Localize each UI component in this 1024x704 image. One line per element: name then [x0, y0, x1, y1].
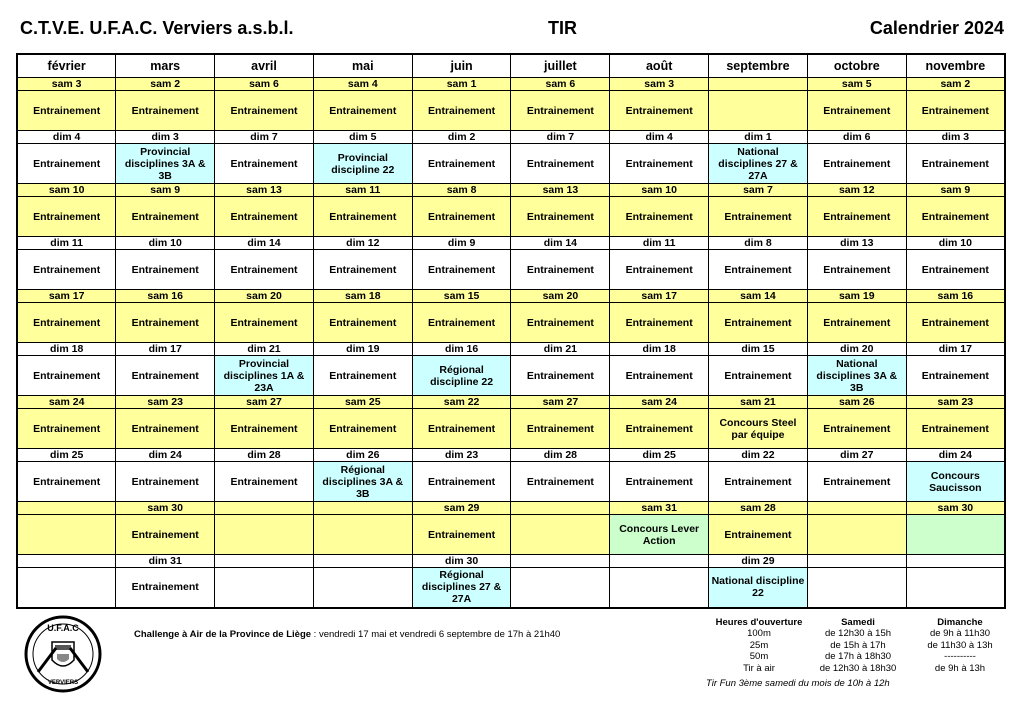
event-cell: National disciplines 3A & 3B — [807, 356, 906, 396]
event-cell: Entrainement — [906, 91, 1005, 131]
logo-bottom-text: VERVIERS — [47, 680, 79, 686]
date-cell: dim 20 — [807, 343, 906, 356]
date-cell: sam 24 — [610, 396, 709, 409]
saturday-hours: de 15h à 17h — [830, 639, 886, 651]
sunday-title: Dimanche — [937, 617, 983, 628]
date-cell — [807, 502, 906, 515]
event-cell: Concours Saucisson — [906, 462, 1005, 502]
event-cell — [313, 515, 412, 555]
event-cell: Entrainement — [610, 250, 709, 290]
hours-range: 100m — [747, 628, 771, 640]
saturday-title: Samedi — [841, 617, 875, 628]
event-cell: Entrainement — [17, 356, 116, 396]
event-cell: Entrainement — [906, 197, 1005, 237]
date-cell: sam 5 — [807, 78, 906, 91]
event-cell: Entrainement — [709, 356, 808, 396]
event-cell: Concours Lever Action — [610, 515, 709, 555]
event-cell — [511, 568, 610, 608]
event-cell: Entrainement — [511, 250, 610, 290]
date-cell — [511, 502, 610, 515]
event-cell — [215, 515, 314, 555]
event-cell: Entrainement — [610, 462, 709, 502]
event-cell — [709, 91, 808, 131]
sunday-date-row — [17, 343, 1005, 356]
event-cell: Entrainement — [511, 462, 610, 502]
event-cell: Entrainement — [412, 409, 511, 449]
date-cell: dim 12 — [313, 237, 412, 250]
date-cell: dim 22 — [709, 449, 808, 462]
event-cell: Entrainement — [807, 91, 906, 131]
date-cell: dim 7 — [511, 131, 610, 144]
date-cell — [313, 502, 412, 515]
calendar-year-title: Calendrier 2024 — [869, 18, 1004, 38]
date-cell: dim 3 — [116, 131, 215, 144]
sunday-date-row — [17, 449, 1005, 462]
event-cell: Entrainement — [17, 91, 116, 131]
challenge-dates: : vendredi 17 mai et vendredi 6 septembre de 17h à 21h40 — [311, 629, 561, 640]
ufac-logo — [22, 614, 104, 694]
sunday-event-row — [17, 144, 1005, 184]
event-cell: Entrainement — [610, 409, 709, 449]
event-cell: Entrainement — [313, 356, 412, 396]
event-cell: Provincial discipline 22 — [313, 144, 412, 184]
event-cell: Entrainement — [412, 197, 511, 237]
date-cell — [906, 555, 1005, 568]
event-cell: Entrainement — [313, 197, 412, 237]
saturday-event-row — [17, 303, 1005, 343]
date-cell: sam 22 — [412, 396, 511, 409]
event-cell: Entrainement — [511, 91, 610, 131]
calendar-table — [16, 53, 1006, 609]
event-cell: Entrainement — [709, 197, 808, 237]
event-cell: Entrainement — [709, 462, 808, 502]
date-cell: sam 3 — [610, 78, 709, 91]
sunday-event-row — [17, 462, 1005, 502]
month-header: juin — [412, 54, 511, 78]
hours-column-title: Heures d'ouverture — [715, 617, 803, 628]
event-cell: Entrainement — [709, 303, 808, 343]
event-cell: Entrainement — [313, 250, 412, 290]
date-cell: sam 26 — [807, 396, 906, 409]
sunday-date-row — [17, 555, 1005, 568]
date-cell: dim 18 — [17, 343, 116, 356]
date-cell: dim 16 — [412, 343, 511, 356]
date-cell: dim 28 — [215, 449, 314, 462]
event-cell: Entrainement — [215, 250, 314, 290]
date-cell: sam 29 — [412, 502, 511, 515]
date-cell: sam 14 — [709, 290, 808, 303]
event-cell: Entrainement — [511, 409, 610, 449]
date-cell: sam 13 — [215, 184, 314, 197]
event-cell: Entrainement — [116, 91, 215, 131]
hours-range: 50m — [749, 651, 769, 663]
event-cell: Entrainement — [215, 409, 314, 449]
event-cell — [313, 568, 412, 608]
event-cell: Entrainement — [313, 303, 412, 343]
hours-saturday-column — [812, 617, 904, 674]
event-cell: Entrainement — [17, 250, 116, 290]
event-cell: Entrainement — [116, 250, 215, 290]
date-cell: dim 21 — [511, 343, 610, 356]
hours-range: Tir à air — [743, 662, 775, 674]
date-cell: dim 13 — [807, 237, 906, 250]
event-cell: Entrainement — [116, 356, 215, 396]
date-cell: dim 28 — [511, 449, 610, 462]
date-cell: dim 17 — [906, 343, 1005, 356]
sunday-hours: ---------- — [944, 651, 976, 663]
sunday-date-row — [17, 131, 1005, 144]
event-cell: Entrainement — [412, 91, 511, 131]
hours-sunday-column — [912, 617, 1008, 674]
sunday-hours: de 9h à 13h — [934, 662, 986, 674]
date-cell: dim 9 — [412, 237, 511, 250]
event-cell — [17, 515, 116, 555]
event-cell: Entrainement — [215, 144, 314, 184]
event-cell: Régional disciplines 3A & 3B — [313, 462, 412, 502]
event-cell: Entrainement — [412, 303, 511, 343]
date-cell: sam 25 — [313, 396, 412, 409]
challenge-title: Challenge à Air de la Province de Liège — [134, 629, 312, 640]
date-cell: sam 12 — [807, 184, 906, 197]
month-header: mars — [116, 54, 215, 78]
event-cell — [906, 515, 1005, 555]
saturday-hours: de 12h30 à 15h — [824, 628, 892, 640]
event-cell: Entrainement — [610, 197, 709, 237]
event-cell: Entrainement — [807, 197, 906, 237]
month-header: novembre — [906, 54, 1005, 78]
month-header: avril — [215, 54, 314, 78]
tir-fun-note: Tir Fun 3ème samedi du mois de 10h à 12h — [706, 678, 890, 689]
event-cell: Entrainement — [215, 91, 314, 131]
date-cell: sam 11 — [313, 184, 412, 197]
date-cell: sam 20 — [511, 290, 610, 303]
date-cell — [215, 555, 314, 568]
date-cell — [313, 555, 412, 568]
event-cell: Entrainement — [906, 303, 1005, 343]
event-cell: Entrainement — [313, 91, 412, 131]
sunday-event-row — [17, 250, 1005, 290]
event-cell: Entrainement — [807, 250, 906, 290]
date-cell: sam 30 — [906, 502, 1005, 515]
date-cell: sam 16 — [116, 290, 215, 303]
event-cell: Entrainement — [17, 144, 116, 184]
event-cell: Entrainement — [116, 568, 215, 608]
date-cell: dim 17 — [116, 343, 215, 356]
date-cell: sam 7 — [709, 184, 808, 197]
date-cell: dim 30 — [412, 555, 511, 568]
event-cell: Entrainement — [511, 144, 610, 184]
date-cell: dim 18 — [610, 343, 709, 356]
date-cell: sam 2 — [116, 78, 215, 91]
date-cell: dim 27 — [807, 449, 906, 462]
event-cell: Entrainement — [215, 462, 314, 502]
page-header — [20, 18, 1004, 44]
event-cell: Entrainement — [412, 462, 511, 502]
event-cell — [17, 568, 116, 608]
date-cell: sam 30 — [116, 502, 215, 515]
event-cell — [215, 568, 314, 608]
date-cell — [709, 78, 808, 91]
event-cell: Entrainement — [906, 409, 1005, 449]
event-cell: Entrainement — [807, 409, 906, 449]
date-cell: sam 19 — [807, 290, 906, 303]
organization-title: C.T.V.E. U.F.A.C. Verviers a.s.b.l. — [20, 18, 294, 38]
event-cell: Entrainement — [709, 515, 808, 555]
saturday-date-row — [17, 78, 1005, 91]
date-cell: sam 4 — [313, 78, 412, 91]
date-cell — [215, 502, 314, 515]
event-cell: Entrainement — [412, 144, 511, 184]
date-cell: sam 10 — [610, 184, 709, 197]
date-cell: dim 14 — [511, 237, 610, 250]
date-cell: dim 4 — [610, 131, 709, 144]
event-cell: Entrainement — [511, 356, 610, 396]
date-cell: dim 10 — [116, 237, 215, 250]
event-cell: Entrainement — [610, 91, 709, 131]
date-cell: sam 6 — [215, 78, 314, 91]
date-cell — [807, 555, 906, 568]
sunday-hours: de 11h30 à 13h — [927, 639, 993, 651]
date-cell: dim 23 — [412, 449, 511, 462]
date-cell: sam 16 — [906, 290, 1005, 303]
date-cell: sam 9 — [116, 184, 215, 197]
saturday-event-row — [17, 515, 1005, 555]
date-cell — [610, 555, 709, 568]
saturday-date-row — [17, 184, 1005, 197]
event-cell: Entrainement — [17, 197, 116, 237]
event-cell: Entrainement — [17, 462, 116, 502]
event-cell: Provincial disciplines 3A & 3B — [116, 144, 215, 184]
date-cell: sam 18 — [313, 290, 412, 303]
event-cell: Entrainement — [17, 303, 116, 343]
saturday-hours: de 12h30 à 18h30 — [819, 662, 897, 674]
hours-range-column — [704, 617, 814, 674]
hours-range: 25m — [749, 639, 769, 651]
event-cell: National disciplines 27 & 27A — [709, 144, 808, 184]
sunday-hours: de 9h à 11h30 — [929, 628, 991, 640]
date-cell: sam 23 — [116, 396, 215, 409]
saturday-hours: de 17h à 18h30 — [824, 651, 892, 663]
date-cell: sam 17 — [17, 290, 116, 303]
event-cell: Entrainement — [511, 197, 610, 237]
date-cell: dim 11 — [17, 237, 116, 250]
date-cell: dim 5 — [313, 131, 412, 144]
event-cell: Entrainement — [610, 356, 709, 396]
month-header-row — [17, 54, 1005, 78]
sunday-date-row — [17, 237, 1005, 250]
event-cell: Entrainement — [215, 303, 314, 343]
discipline-title: TIR — [548, 18, 577, 38]
event-cell: Entrainement — [709, 250, 808, 290]
event-cell: Provincial disciplines 1A & 23A — [215, 356, 314, 396]
event-cell — [906, 568, 1005, 608]
saturday-date-row — [17, 290, 1005, 303]
date-cell: sam 8 — [412, 184, 511, 197]
event-cell: Entrainement — [17, 409, 116, 449]
date-cell: sam 15 — [412, 290, 511, 303]
date-cell — [17, 555, 116, 568]
event-cell — [511, 515, 610, 555]
date-cell: sam 27 — [511, 396, 610, 409]
month-header: août — [610, 54, 709, 78]
date-cell: sam 13 — [511, 184, 610, 197]
date-cell: dim 24 — [906, 449, 1005, 462]
date-cell: sam 10 — [17, 184, 116, 197]
event-cell: Entrainement — [412, 515, 511, 555]
event-cell: Entrainement — [906, 356, 1005, 396]
event-cell: Entrainement — [807, 144, 906, 184]
date-cell: dim 26 — [313, 449, 412, 462]
date-cell: sam 23 — [906, 396, 1005, 409]
event-cell: Régional disciplines 27 & 27A — [412, 568, 511, 608]
date-cell: sam 31 — [610, 502, 709, 515]
event-cell: Entrainement — [610, 144, 709, 184]
date-cell: dim 3 — [906, 131, 1005, 144]
sunday-event-row — [17, 356, 1005, 396]
date-cell: dim 25 — [610, 449, 709, 462]
event-cell: Régional discipline 22 — [412, 356, 511, 396]
date-cell — [17, 502, 116, 515]
event-cell: Entrainement — [215, 197, 314, 237]
event-cell — [610, 568, 709, 608]
event-cell — [807, 515, 906, 555]
date-cell: dim 1 — [709, 131, 808, 144]
event-cell: Entrainement — [116, 409, 215, 449]
date-cell: dim 14 — [215, 237, 314, 250]
saturday-event-row — [17, 197, 1005, 237]
sunday-event-row — [17, 568, 1005, 608]
challenge-note — [134, 629, 560, 640]
date-cell: dim 31 — [116, 555, 215, 568]
month-header: mai — [313, 54, 412, 78]
date-cell — [511, 555, 610, 568]
event-cell — [807, 568, 906, 608]
month-header: septembre — [709, 54, 808, 78]
date-cell: dim 29 — [709, 555, 808, 568]
event-cell: Concours Steel par équipe — [709, 409, 808, 449]
date-cell: sam 1 — [412, 78, 511, 91]
event-cell: Entrainement — [116, 303, 215, 343]
event-cell: Entrainement — [116, 515, 215, 555]
event-cell: Entrainement — [807, 303, 906, 343]
date-cell: sam 21 — [709, 396, 808, 409]
saturday-event-row — [17, 91, 1005, 131]
event-cell: Entrainement — [116, 462, 215, 502]
date-cell: dim 7 — [215, 131, 314, 144]
month-header: juillet — [511, 54, 610, 78]
date-cell: sam 6 — [511, 78, 610, 91]
date-cell: dim 4 — [17, 131, 116, 144]
date-cell: dim 19 — [313, 343, 412, 356]
date-cell: dim 25 — [17, 449, 116, 462]
date-cell: sam 9 — [906, 184, 1005, 197]
date-cell: dim 8 — [709, 237, 808, 250]
event-cell: Entrainement — [511, 303, 610, 343]
month-header: octobre — [807, 54, 906, 78]
event-cell: Entrainement — [116, 197, 215, 237]
date-cell: sam 24 — [17, 396, 116, 409]
date-cell: dim 15 — [709, 343, 808, 356]
date-cell: dim 10 — [906, 237, 1005, 250]
event-cell: Entrainement — [313, 409, 412, 449]
event-cell: Entrainement — [610, 303, 709, 343]
date-cell: sam 27 — [215, 396, 314, 409]
saturday-event-row — [17, 409, 1005, 449]
event-cell: Entrainement — [906, 250, 1005, 290]
event-cell: Entrainement — [807, 462, 906, 502]
date-cell: dim 2 — [412, 131, 511, 144]
saturday-date-row — [17, 396, 1005, 409]
date-cell: dim 11 — [610, 237, 709, 250]
date-cell: sam 2 — [906, 78, 1005, 91]
saturday-date-row — [17, 502, 1005, 515]
date-cell: dim 6 — [807, 131, 906, 144]
date-cell: sam 3 — [17, 78, 116, 91]
event-cell: Entrainement — [906, 144, 1005, 184]
event-cell: Entrainement — [412, 250, 511, 290]
date-cell: sam 17 — [610, 290, 709, 303]
logo-top-text: U.F.A.C — [47, 623, 79, 633]
month-header: février — [17, 54, 116, 78]
date-cell: dim 21 — [215, 343, 314, 356]
date-cell: sam 20 — [215, 290, 314, 303]
event-cell: National discipline 22 — [709, 568, 808, 608]
date-cell: sam 28 — [709, 502, 808, 515]
date-cell: dim 24 — [116, 449, 215, 462]
